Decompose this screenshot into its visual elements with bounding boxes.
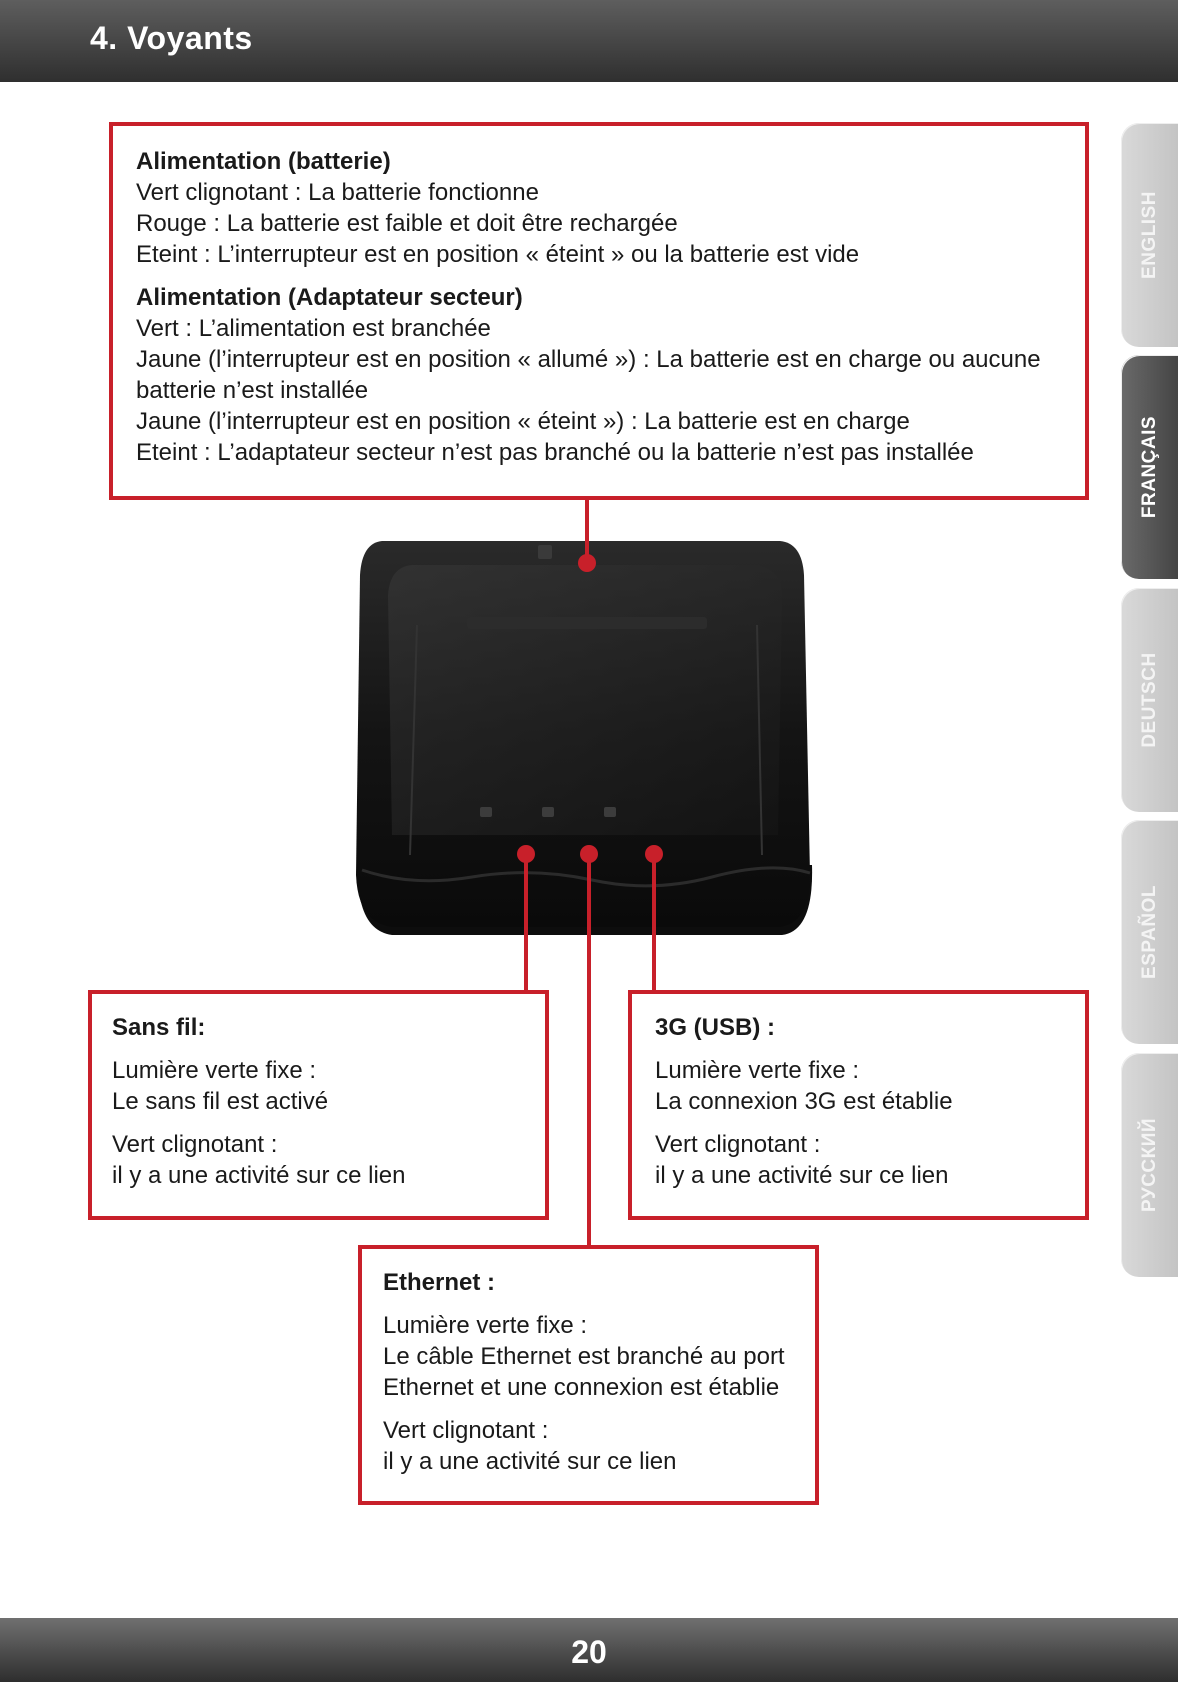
ethernet-solid-desc: Le câble Ethernet est branché au port (383, 1343, 785, 1370)
ethernet-blink-label: Vert clignotant : (383, 1417, 549, 1444)
tab-russian[interactable] (1121, 1053, 1178, 1277)
tab-deutsch[interactable] (1121, 588, 1178, 812)
adapter-line: Jaune (l’interrupteur est en position « éteint ») : La batterie est en charge (136, 408, 910, 435)
power-callout-box (109, 122, 1089, 500)
wireless-blink-desc: il y a une activité sur ce lien (112, 1162, 406, 1189)
battery-line: Eteint : L’interrupteur est en position « éteint » ou la batterie est vide (136, 241, 860, 268)
ethernet-blink-desc: il y a une activité sur ce lien (383, 1448, 677, 1475)
adapter-line: batterie n’est installée (136, 377, 369, 404)
adapter-line: Vert : L’alimentation est branchée (136, 315, 491, 342)
wireless-solid-desc: Le sans fil est activé (112, 1088, 329, 1115)
tab-francais[interactable] (1121, 355, 1178, 579)
ethernet-connector-line (587, 855, 591, 1245)
tab-deutsch-label: DEUTSCH (1138, 652, 1160, 748)
tab-espanol[interactable] (1121, 820, 1178, 1044)
battery-line: Vert clignotant : La batterie fonctionne (136, 179, 539, 206)
usb3g-connector-line (652, 855, 656, 990)
usb3g-heading: 3G (USB) : (655, 1014, 775, 1041)
wireless-solid-label: Lumière verte fixe : (112, 1057, 317, 1084)
usb3g-callout-box (628, 990, 1089, 1220)
wireless-callout-box (88, 990, 549, 1220)
usb3g-blink-label: Vert clignotant : (655, 1131, 821, 1158)
power-connector-line (585, 500, 589, 560)
usb3g-solid-label: Lumière verte fixe : (655, 1057, 860, 1084)
ethernet-heading: Ethernet : (383, 1269, 496, 1296)
tab-espanol-label: ESPAÑOL (1138, 885, 1160, 979)
wireless-heading: Sans fil: (112, 1014, 206, 1041)
router-device-image (352, 535, 818, 945)
ethernet-callout-box (358, 1245, 819, 1505)
power-led-dot (578, 554, 596, 572)
adapter-heading: Alimentation (Adaptateur secteur) (136, 284, 523, 311)
ethernet-solid-desc: Ethernet et une connexion est établie (383, 1374, 780, 1401)
tab-english-label: ENGLISH (1138, 191, 1160, 279)
wireless-blink-label: Vert clignotant : (112, 1131, 278, 1158)
tab-francais-label: FRANÇAIS (1138, 415, 1160, 519)
page-title: 4. Voyants (90, 20, 253, 56)
adapter-line: Jaune (l’interrupteur est en position « allumé ») : La batterie est en charge ou aucune (136, 346, 1041, 373)
usb3g-solid-desc: La connexion 3G est établie (655, 1088, 953, 1115)
ethernet-solid-label: Lumière verte fixe : (383, 1312, 588, 1339)
wireless-connector-line (524, 855, 528, 990)
tab-russian-label: РУССКИЙ (1138, 1117, 1160, 1213)
usb3g-blink-desc: il y a une activité sur ce lien (655, 1162, 949, 1189)
adapter-line: Eteint : L’adaptateur secteur n’est pas branché ou la batterie n’est pas installée (136, 439, 974, 466)
tab-english[interactable] (1121, 123, 1178, 347)
page-number: 20 (571, 1634, 607, 1670)
battery-line: Rouge : La batterie est faible et doit être rechargée (136, 210, 678, 237)
battery-heading: Alimentation (batterie) (136, 148, 391, 175)
